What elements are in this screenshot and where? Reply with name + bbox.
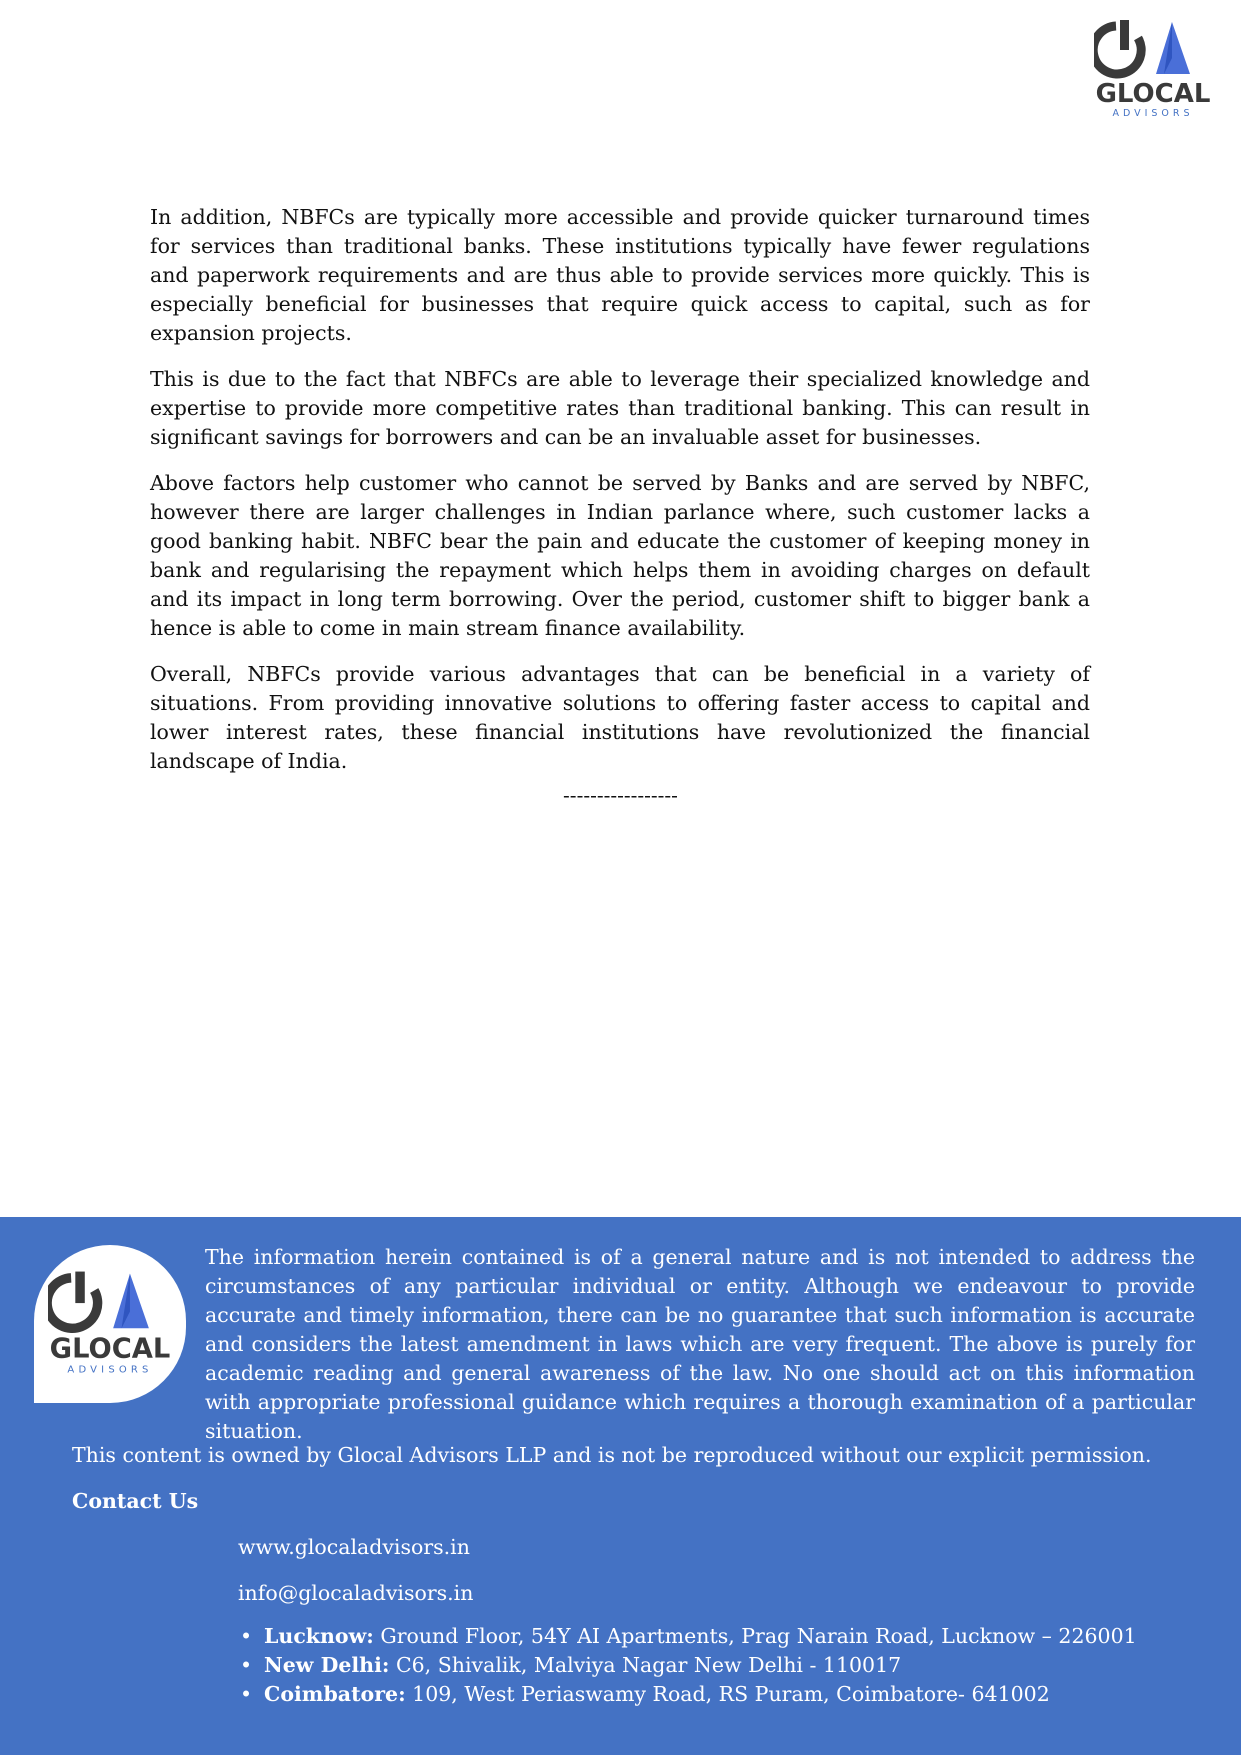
office-city: New Delhi: bbox=[264, 1653, 390, 1677]
website-link[interactable]: www.glocaladvisors.in bbox=[238, 1535, 470, 1559]
email-link[interactable]: info@glocaladvisors.in bbox=[238, 1581, 474, 1605]
contact-heading: Contact Us bbox=[72, 1489, 199, 1513]
office-city: Coimbatore: bbox=[264, 1682, 406, 1706]
paragraph-2: This is due to the fact that NBFCs are able to leverage their specialized knowledge and expertise to provide more competitive rates than traditional banking. This can result in significant savings for borrowers and can be an invaluable asset for businesses. bbox=[150, 367, 1090, 449]
article-body bbox=[150, 203, 1090, 793]
glocal-logo-icon bbox=[1094, 18, 1212, 118]
svg-text:GLOCAL: GLOCAL bbox=[49, 1333, 171, 1365]
svg-text:ADVISORS: ADVISORS bbox=[1112, 108, 1194, 118]
office-lucknow bbox=[238, 1622, 1137, 1651]
glocal-logo-icon bbox=[48, 1267, 172, 1377]
paragraph-3: Above factors help customer who cannot be served by Banks and are served by NBFC, however there are larger challenges in Indian parlance where, such customer lacks a good banking habit. NBFC bear the pain and educate the customer of keeping money in bank and regularising the repayment which helps them in avoiding charges on default and its impact in long term borrowing. Over the period, customer shift to bigger bank a hence is able to come in main stream finance availability. bbox=[150, 471, 1090, 640]
office-new-delhi bbox=[238, 1651, 1137, 1680]
office-address: C6, Shivalik, Malviya Nagar New Delhi - 110017 bbox=[389, 1653, 902, 1677]
paragraph-1: In addition, NBFCs are typically more accessible and provide quicker turnaround times for services than traditional banks. These institutions typically have fewer regulations and paperwork requirements and are thus able to provide services more quickly. This is especially beneficial for businesses that require quick access to capital, such as for expansion projects. bbox=[150, 205, 1090, 345]
ownership-notice: This content is owned by Glocal Advisors LLP and is not be reproduced without our explicit permission. bbox=[72, 1443, 1152, 1467]
disclaimer-text: The information herein contained is of a general nature and is not intended to address the circumstances of any particular individual or entity. Although we endeavour to provide accurate and timely information, there can be no guarantee that such information is accurate and considers the latest amendment in laws which are very frequent. The above is purely for academic reading and general awareness of the law. No one should act on this information with appropriate professional guidance which requires a thorough examination of a particular situation. bbox=[205, 1245, 1195, 1443]
office-coimbatore bbox=[238, 1680, 1137, 1709]
end-separator: ----------------- bbox=[563, 783, 678, 807]
svg-text:GLOCAL: GLOCAL bbox=[1095, 79, 1211, 109]
footer bbox=[0, 1217, 1241, 1755]
office-list bbox=[238, 1622, 1137, 1709]
office-address: 109, West Periaswamy Road, RS Puram, Coimbatore- 641002 bbox=[405, 1682, 1050, 1706]
office-city: Lucknow: bbox=[264, 1624, 374, 1648]
glocal-logo-top bbox=[1094, 18, 1212, 118]
paragraph-4: Overall, NBFCs provide various advantages that can be beneficial in a variety of situations. From providing innovative solutions to offering faster access to capital and lower interest rates, these financial institutions have revolutionized the financial landscape of India. bbox=[150, 662, 1090, 773]
glocal-logo-footer bbox=[34, 1245, 186, 1403]
svg-text:ADVISORS: ADVISORS bbox=[67, 1364, 153, 1376]
office-address: Ground Floor, 54Y AI Apartments, Prag Narain Road, Lucknow – 226001 bbox=[373, 1624, 1137, 1648]
